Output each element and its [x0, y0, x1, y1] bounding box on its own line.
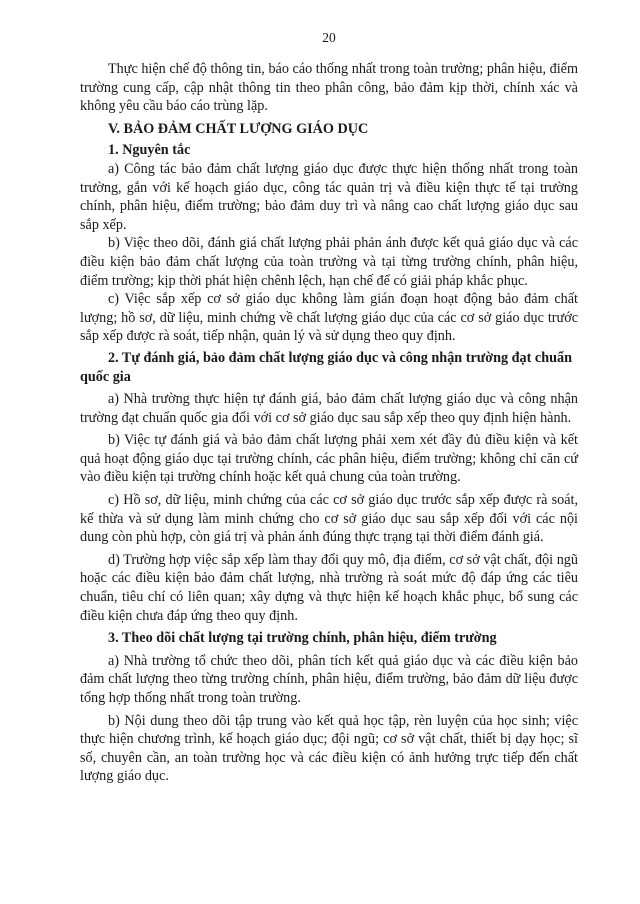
section-heading-quality-assurance: V. BẢO ĐẢM CHẤT LƯỢNG GIÁO DỤC [108, 120, 369, 137]
paragraph-1c: c) Việc sắp xếp cơ sở giáo dục không làm gián đoạn hoạt động bảo đảm chất lượng; hồ sơ, dữ liệu, minh chứng về chất lượng giáo dục của các cơ sở giáo dục trước sắp xếp được rà soát, tiếp nhận, quản lý và sử dụng theo quy định. [80, 291, 578, 345]
paragraph-2c: c) Hồ sơ, dữ liệu, minh chứng của các cơ sở giáo dục trước sắp xếp được rà soát, kế thừa và sử dụng làm minh chứng cho cơ sở giáo dục sau sắp xếp đối với các nội dung còn phù hợp, còn giá trị và phản ánh đúng thực trạng tại thời điểm đánh giá. [80, 492, 578, 546]
paragraph-1b: b) Việc theo dõi, đánh giá chất lượng phải phản ánh được kết quả giáo dục và các điều kiện bảo đảm chất lượng của toàn trường và tại từng trường chính, phân hiệu, điểm trường; kịp thời phát hiện chênh lệch, hạn chế để có giải pháp khắc phục. [80, 235, 578, 289]
paragraph-information-reporting: Thực hiện chế độ thông tin, báo cáo thống nhất trong toàn trường; phân hiệu, điểm trường cung cấp, cập nhật thông tin theo phân công, bảo đảm kịp thời, chính xác và không yêu cầu báo cáo trùng lặp. [80, 61, 578, 115]
paragraph-2b: b) Việc tự đánh giá và bảo đảm chất lượng phải xem xét đầy đủ điều kiện và kết quả hoạt động giáo dục tại trường chính, các phân hiệu, điểm trường; không chỉ căn cứ vào điều kiện tại trường chính hoặc kết quả chung của toàn trường. [80, 432, 578, 486]
subheading-quality-monitoring: 3. Theo dõi chất lượng tại trường chính, phân hiệu, điểm trường [108, 630, 497, 647]
paragraph-2a: a) Nhà trường thực hiện tự đánh giá, bảo đảm chất lượng giáo dục và công nhận trường đạt chuẩn quốc gia đối với cơ sở giáo dục sau sắp xếp theo quy định hiện hành. [80, 391, 578, 426]
paragraph-2d: d) Trường hợp việc sắp xếp làm thay đổi quy mô, địa điểm, cơ sở vật chất, đội ngũ hoặc các điều kiện bảo đảm chất lượng, nhà trường rà soát mức độ đáp ứng các tiêu chuẩn, tiêu chí có liên quan; xây dựng và thực hiện kế hoạch khắc phục, bổ sung các điều kiện chưa đáp ứng theo quy định. [80, 551, 578, 624]
page-number: 20 [322, 30, 336, 45]
paragraph-3a: a) Nhà trường tổ chức theo dõi, phân tích kết quả giáo dục và các điều kiện bảo đảm chất lượng theo từng trường chính, phân hiệu, điểm trường, bảo đảm dữ liệu được tổng hợp thống nhất trong toàn trường. [80, 652, 578, 706]
subheading-principles: 1. Nguyên tắc [108, 142, 191, 159]
paragraph-1a: a) Công tác bảo đảm chất lượng giáo dục được thực hiện thống nhất trong toàn trường, gắn với kế hoạch giáo dục, công tác quản trị và điều kiện thực tế tại trường chính, phân hiệu, điểm trường; bảo đảm duy trì và nâng cao chất lượng giáo dục sau sắp xếp. [80, 160, 578, 233]
paragraph-3b: b) Nội dung theo dõi tập trung vào kết quả học tập, rèn luyện của học sinh; việc thực hiện chương trình, kế hoạch giáo dục; đội ngũ; cơ sở vật chất, thiết bị dạy học; sĩ số, chuyên cần, an toàn trường học và các điều kiện có ảnh hưởng trực tiếp đến chất lượng giáo dục. [80, 712, 578, 785]
subheading-self-assessment: 2. Tự đánh giá, bảo đảm chất lượng giáo dục và công nhận trường đạt chuẩn quốc gia [80, 349, 572, 385]
